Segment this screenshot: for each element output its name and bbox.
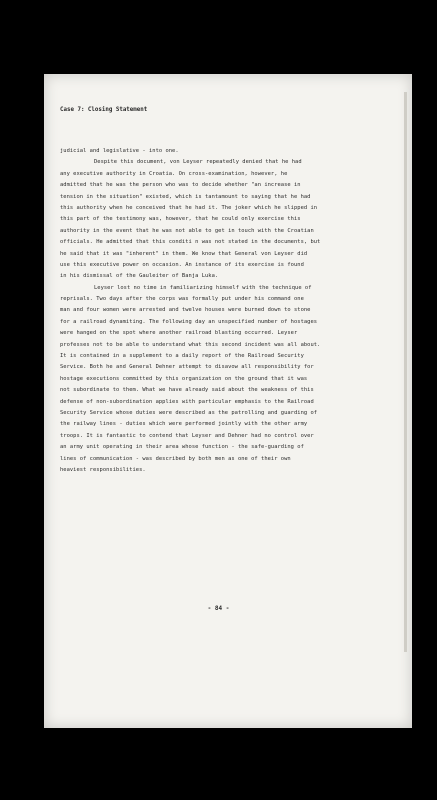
text-line: It is contained in a supplement to a daily report of the Railroad Security [60,353,304,360]
text-line: this part of the testimony was, however, that he could only exercise this [60,216,301,223]
text-line: this authority when he conceived that he had it. The joker which he slipped in [60,204,318,211]
page-number: - 84 - [207,605,230,612]
text-line: not subordinate to them. What we have already said about the weakness of this [60,387,314,394]
text-line: man and four women were arrested and twelve houses were burned down to stone [60,307,311,314]
text-line: Service. Both he and General Dehner attempt to disavow all responsibility for [60,364,314,371]
text-line: defense of non-subordination applies with particular emphasis to the Railroad [60,398,314,405]
text-line: officials. He admitted that this conditi n was not stated in the documents, but [60,239,321,246]
text-line: Security Service whose duties were described as the patrolling and guarding of [60,409,318,416]
text-line: for a railroad dynamiting. The following day an unspecified number of hostages [60,318,318,325]
page-edge [404,92,407,652]
text-line: admitted that he was the person who was to decide whether "an increase in [60,182,301,189]
text-line: professes not to be able to understand what this second incident was all about. [60,341,321,348]
text-line: tension in the situation" existed, which is tantamount to saying that he had [60,193,311,200]
text-line: the railway lines - duties which were performed jointly with the other army [60,421,308,428]
text-line: he said that it was "inherent" in them. We know that General von Leyser did [60,250,308,257]
text-line: an army unit operating in their area whose function - the safe-guarding of [60,444,304,451]
text-line: were hanged on the spot where another railroad blasting occurred. Leyser [60,330,298,337]
text-line: in his dismissal of the Gauleiter of Banja Luka. [60,273,219,280]
text-line: troops. It is fantastic to contend that Leyser and Dehner had no control over [60,432,314,439]
text-line: heaviest responsibilities. [60,466,146,473]
document-heading: Case 7: Closing Statement [60,107,148,113]
text-line: hostage executions committed by this organization on the ground that it was [60,375,308,382]
text-line: any executive authority in Croatia. On cross-examination, however, he [60,170,288,177]
text-line: reprisals. Two days after the corps was formally put under his command one [60,296,304,303]
document-body [60,146,404,476]
text-line: use this executive power on occasion. An instance of its exercise is found [60,261,304,268]
text-line: Despite this document, von Leyser repeatedly denied that he had [94,159,302,166]
text-line: judicial and legislative - into one. [60,148,179,154]
text-line: Leyser lost no time in familiarizing himself with the technique of [94,284,312,291]
text-line: lines of communication - was described by both men as one of their own [60,455,291,462]
text-line: authority in the event that he was not able to get in touch with the Croatian [60,227,314,234]
